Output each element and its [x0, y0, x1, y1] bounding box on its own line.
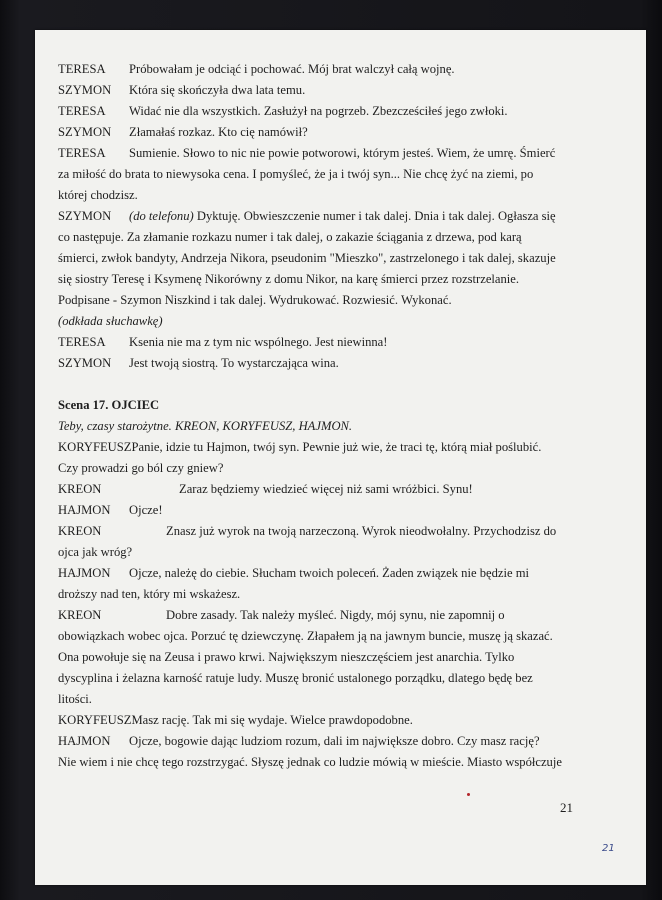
dialogue-line	[58, 122, 546, 143]
stage-direction: (do telefonu)	[129, 209, 194, 223]
dialogue-line	[58, 80, 546, 101]
continuation-line: której chodzisz.	[58, 188, 138, 202]
dialogue-line	[58, 437, 546, 458]
dialogue-text: Próbowałam je odciąć i pochować. Mój brat walczył całą wojnę.	[129, 62, 455, 76]
speaker: SZYMON	[58, 83, 112, 97]
dialogue-text: Która się skończyła dwa lata temu.	[129, 83, 306, 97]
speaker: SZYMON	[58, 125, 112, 139]
page-number: 21	[560, 800, 573, 815]
continuation-line: Czy prowadzi go ból czy gniew?	[58, 461, 224, 475]
red-mark	[467, 793, 470, 796]
continuation-line: litości.	[58, 692, 92, 706]
scene-title: Scena 17. OJCIEC	[58, 398, 160, 412]
speaker: HAJMON	[58, 734, 111, 748]
dialogue-text: Ojcze, bogowie dając ludziom rozum, dali im największe dobro. Czy masz rację?	[129, 734, 540, 748]
continuation-line: Ona powołuje się na Zeusa i prawo krwi. Największym nieszczęściem jest anarchia. Tylko	[58, 650, 515, 664]
dialogue-line	[58, 59, 546, 80]
dialogue-line	[58, 353, 546, 374]
speaker: KREON	[58, 524, 102, 538]
dialogue-line	[58, 605, 546, 626]
dialogue-line	[58, 332, 546, 353]
dialogue-line	[58, 710, 546, 731]
speaker: KREON	[58, 608, 102, 622]
dialogue-text: Masz rację. Tak mi się wydaje. Wielce prawdopodobne.	[131, 713, 413, 727]
continuation-line: Nie wiem i nie chcę tego rozstrzygać. Słyszę jednak co ludzie mówią w mieście. Miasto współczuje	[58, 755, 562, 769]
dialogue-line	[58, 206, 556, 227]
dialogue-text: Widać nie dla wszystkich. Zasłużył na pogrzeb. Zbezcześciłeś jego zwłoki.	[129, 104, 508, 118]
scene-setting: Teby, czasy starożytne. KREON, KORYFEUSZ, HAJMON.	[58, 419, 353, 433]
speaker: HAJMON	[58, 503, 111, 517]
speaker: TERESA	[58, 146, 106, 160]
speaker: SZYMON	[58, 356, 112, 370]
dialogue-text: Sumienie. Słowo to nic nie powie potworowi, którym jesteś. Wiem, że umrę. Śmierć	[129, 146, 556, 160]
continuation-line: obowiązkach wobec ojca. Porzuć tę dziewczynę. Złapałem ją na jawnym buncie, muszę ją skazać.	[58, 629, 553, 643]
continuation-line: się siostry Teresę i Ksymenę Nikorówny z domu Nikor, na karę śmierci przez rozstrzelanie.	[58, 272, 520, 286]
dialogue-text: Ojcze!	[129, 503, 163, 517]
dialogue-line	[58, 521, 557, 542]
speaker: TERESA	[58, 104, 106, 118]
speaker: TERESA	[58, 335, 106, 349]
spacer	[58, 374, 546, 395]
dialogue-text: Dyktuję. Obwieszczenie numer i tak dalej. Dnia i tak dalej. Ogłasza się	[193, 209, 556, 223]
continuation-line: co następuje. Za złamanie rozkazu numer i tak dalej, o zakazie ściągania z drzewa, pod karą	[58, 230, 522, 244]
dialogue-text: Ojcze, należę do ciebie. Słucham twoich poleceń. Żaden związek nie będzie mi	[129, 566, 530, 580]
dialogue-text: Dobre zasady. Tak należy myśleć. Nigdy, mój synu, nie zapomnij o	[166, 608, 505, 622]
dialogue-text: Ksenia nie ma z tym nic wspólnego. Jest niewinna!	[129, 335, 388, 349]
continuation-line: śmierci, zwłok bandyty, Andrzeja Nikora, pseudonim "Mieszko", zastrzelonego i tak dalej, skazuje	[58, 251, 556, 265]
speaker: TERESA	[58, 62, 106, 76]
script-text	[58, 59, 562, 773]
speaker: KREON	[58, 482, 102, 496]
dialogue-line	[58, 143, 556, 164]
speaker: HAJMON	[58, 566, 111, 580]
dialogue-text: Panie, idzie tu Hajmon, twój syn. Pewnie już wie, że traci tę, którą miał poślubić.	[131, 440, 542, 454]
dialogue-line	[58, 479, 546, 500]
dialogue-text: Znasz już wyrok na twoją narzeczoną. Wyrok nieodwołalny. Przychodzisz do	[166, 524, 557, 538]
speaker: KORYFEUSZ	[58, 440, 132, 454]
speaker: SZYMON	[58, 209, 112, 223]
stage-direction: (odkłada słuchawkę)	[58, 314, 163, 328]
dialogue-text: Zaraz będziemy wiedzieć więcej niż sami wróżbici. Synu!	[179, 482, 473, 496]
handwritten-page-number: 21	[602, 843, 615, 854]
continuation-line: Podpisane - Szymon Niszkind i tak dalej. Wydrukować. Rozwiesić. Wykonać.	[58, 293, 452, 307]
dialogue-text: Jest twoją siostrą. To wystarczająca wina.	[129, 356, 339, 370]
dialogue-line	[58, 731, 546, 752]
continuation-line: ojca jak wróg?	[58, 545, 133, 559]
continuation-line: dyscyplina i żelazna karność ratuje ludy. Muszę bronić ustalonego porządku, dlatego będę bez	[58, 671, 533, 685]
speaker: KORYFEUSZ	[58, 713, 132, 727]
continuation-line: za miłość do brata to niewysoka cena. I pomyśleć, że ja i twój syn... Nie chcę żyć na ziemi, po	[58, 167, 534, 181]
dialogue-line	[58, 101, 546, 122]
dialogue-line	[58, 563, 546, 584]
dialogue-line	[58, 500, 546, 521]
continuation-line: droższy nad ten, który mi wskażesz.	[58, 587, 241, 601]
dialogue-text: Złamałaś rozkaz. Kto cię namówił?	[129, 125, 308, 139]
